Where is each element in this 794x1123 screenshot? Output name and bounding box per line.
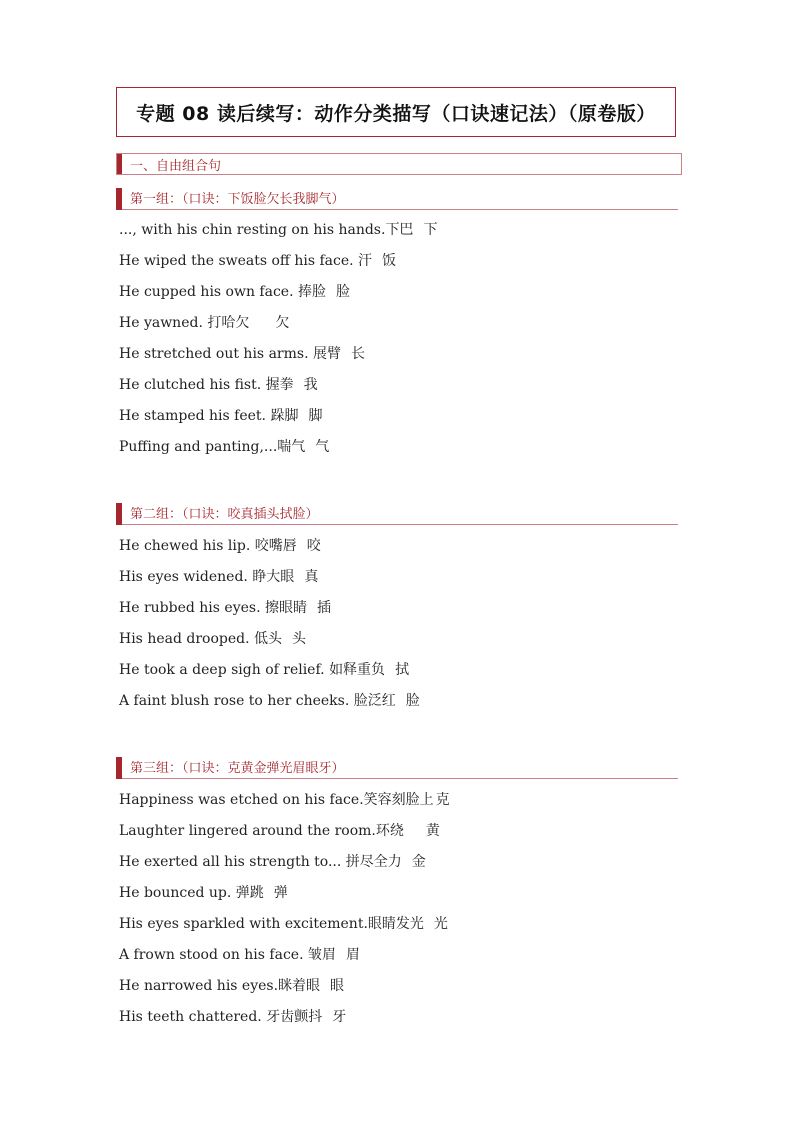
mnemonic-key: 脸	[336, 284, 350, 300]
phrase-line	[119, 975, 344, 995]
phrase-chinese: 眼睛发光	[367, 916, 424, 932]
phrase-english: His head drooped.	[119, 631, 250, 647]
group-header-3	[116, 757, 678, 779]
group-header-2	[116, 503, 678, 525]
phrase-chinese: 拼尽全力	[345, 854, 402, 870]
phrase-english: A faint blush rose to her cheeks.	[119, 693, 350, 709]
mnemonic-key: 头	[292, 631, 307, 647]
phrase-chinese: 低头	[254, 631, 283, 647]
phrase-english: His eyes widened.	[119, 569, 248, 585]
mnemonic-key: 眼	[330, 978, 345, 994]
phrase-line	[119, 628, 306, 648]
mnemonic-key: 气	[315, 439, 330, 455]
phrase-chinese: 如释重负	[329, 662, 386, 678]
mnemonic-key: 克	[435, 792, 450, 808]
mnemonic-key: 咬	[306, 538, 321, 554]
group-label: 第二组：（口诀：咬真插头拭脸）	[130, 507, 319, 522]
phrase-line	[119, 436, 329, 456]
phrase-chinese: 眯着眼	[278, 978, 321, 994]
mnemonic-key: 脸	[405, 693, 420, 709]
phrase-line	[119, 944, 360, 964]
phrase-line	[119, 405, 322, 425]
group-underline	[122, 778, 678, 779]
phrase-english: His eyes sparkled with excitement.	[119, 916, 368, 932]
phrase-english: His teeth chattered.	[119, 1009, 262, 1025]
section-label: 一、自由组合句	[130, 158, 222, 174]
mnemonic-key: 黄	[425, 823, 440, 839]
phrase-english: He wiped the sweats off his face.	[119, 253, 354, 269]
group-underline	[122, 209, 678, 210]
phrase-english: Laughter lingered around the room.	[119, 823, 376, 839]
phrase-chinese: 捧脸	[298, 284, 326, 300]
group-header-1	[116, 188, 678, 210]
phrase-chinese: 脸泛红	[353, 693, 396, 709]
mnemonic-key: 真	[304, 569, 319, 585]
phrase-line	[119, 1006, 346, 1026]
mnemonic-key: 金	[411, 854, 426, 870]
mnemonic-key: 饭	[382, 253, 397, 269]
phrase-line	[119, 851, 426, 871]
phrase-english: Puffing and panting,...	[119, 439, 278, 455]
phrase-chinese: 汗	[358, 253, 373, 269]
phrase-chinese: 下巴	[385, 222, 414, 238]
phrase-english: He clutched his fist.	[119, 377, 262, 393]
phrase-chinese: 咬嘴唇	[254, 538, 297, 554]
phrase-english: He narrowed his eyes.	[119, 978, 279, 994]
page-title: 专题 08 读后续写：动作分类描写（口诀速记法）（原卷版）	[136, 102, 656, 125]
phrase-english: Happiness was etched on his face.	[119, 792, 364, 808]
mnemonic-key: 弹	[273, 885, 288, 901]
phrase-line	[119, 312, 289, 332]
phrase-chinese: 环绕	[375, 823, 404, 839]
title-box	[116, 87, 676, 137]
mnemonic-key: 欠	[275, 315, 290, 331]
phrase-line	[119, 690, 420, 710]
phrase-chinese: 喘气	[277, 439, 306, 455]
phrase-line	[119, 535, 321, 555]
phrase-chinese: 睁大眼	[252, 569, 295, 585]
group-label: 第一组：（口诀：下饭脸欠长我脚气）	[130, 192, 345, 207]
phrase-line	[119, 882, 288, 902]
phrase-line	[119, 659, 409, 679]
phrase-line	[119, 913, 448, 933]
phrase-line	[119, 250, 396, 270]
section-header	[116, 153, 682, 175]
phrase-line	[119, 374, 318, 394]
phrase-english: He stretched out his arms.	[119, 346, 309, 362]
mnemonic-key: 脚	[308, 408, 323, 424]
phrase-line	[119, 219, 437, 239]
mnemonic-key: 牙	[332, 1009, 347, 1025]
group-underline	[122, 524, 678, 525]
phrase-english: He cupped his own face.	[119, 284, 294, 300]
phrase-chinese: 皱眉	[307, 947, 336, 963]
phrase-chinese: 打哈欠	[207, 315, 250, 331]
phrase-chinese: 握拳	[265, 377, 294, 393]
mnemonic-key: 眉	[345, 947, 360, 963]
phrase-english: He rubbed his eyes.	[119, 600, 261, 616]
mnemonic-key: 长	[350, 346, 365, 362]
phrase-english: A frown stood on his face.	[119, 947, 304, 963]
mnemonic-key: 插	[316, 600, 331, 616]
phrase-chinese: 跺脚	[270, 408, 299, 424]
phrase-chinese: 笑容刻脸上	[363, 792, 434, 808]
mnemonic-key: 光	[433, 916, 448, 932]
phrase-english: He yawned.	[119, 315, 203, 331]
phrase-chinese: 弹跳	[235, 885, 264, 901]
mnemonic-key: 拭	[395, 662, 410, 678]
phrase-line	[119, 597, 331, 617]
phrase-chinese: 展臂	[312, 346, 341, 362]
mnemonic-key: 下	[423, 222, 438, 238]
group-label: 第三组：（口诀：克黄金弹光眉眼牙）	[130, 761, 345, 776]
phrase-line	[119, 820, 440, 840]
phrase-english: He took a deep sigh of relief.	[119, 662, 325, 678]
phrase-line	[119, 343, 365, 363]
phrase-line	[119, 281, 350, 301]
phrase-chinese: 擦眼睛	[264, 600, 307, 616]
phrase-line	[119, 789, 450, 809]
mnemonic-key: 我	[303, 377, 318, 393]
phrase-english: He bounced up.	[119, 885, 232, 901]
phrase-english: He stamped his feet.	[119, 408, 266, 424]
phrase-english: ..., with his chin resting on his hands.	[119, 222, 386, 238]
phrase-english: He exerted all his strength to...	[119, 854, 342, 870]
phrase-line	[119, 566, 318, 586]
phrase-chinese: 牙齿颤抖	[266, 1009, 323, 1025]
phrase-english: He chewed his lip.	[119, 538, 251, 554]
